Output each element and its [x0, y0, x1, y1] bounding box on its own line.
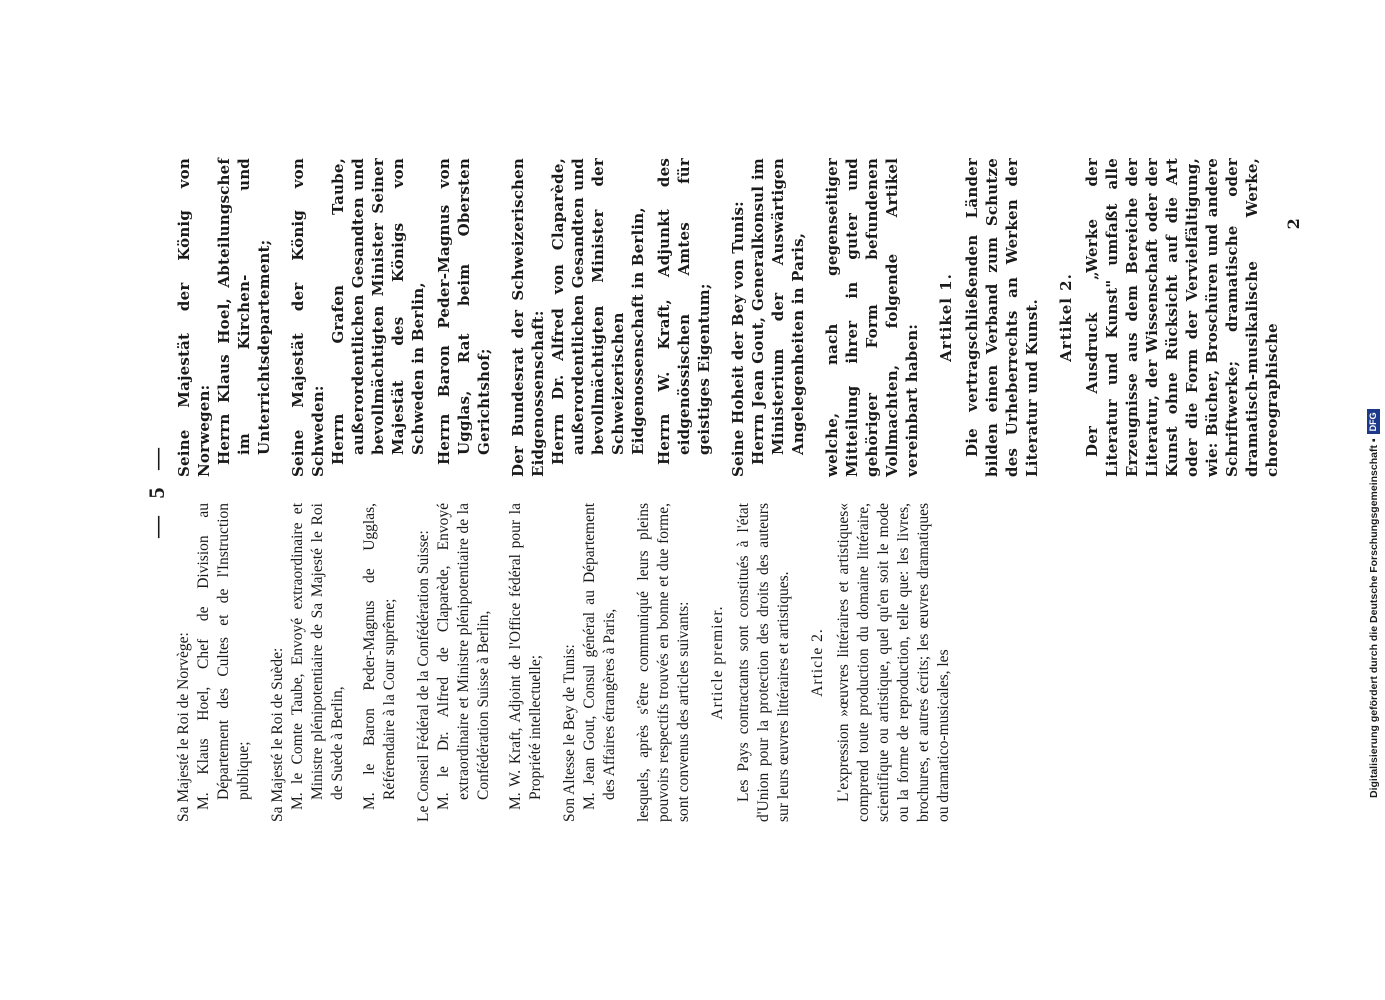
french-article-2-title: Article 2. [809, 628, 826, 697]
german-norway-delegate: Herrn Klaus Hoel, Abteilungschef im Kirchen- und Unterrichtsdepartement; [215, 158, 273, 465]
german-sweden-delegate-1: Herrn Grafen Taube, außerordentlichen Gesandten und bevollmächtigten Minister Seiner Majestät des Königs von Schweden in Berlin, [329, 158, 427, 465]
dfg-logo: DFG [1367, 409, 1380, 434]
german-closing-clause: welche, nach gegenseitiger Mitteilung ihrer in guter und gehöriger Form befundenen Vollmachten, folgende Artikel vereinbart haben: [823, 158, 921, 477]
rotated-treaty-page [140, 150, 1303, 830]
french-swiss-delegate-1: M. le Dr. Alfred de Claparède, Envoyé extraordinaire et Ministre plénipotentiaire de la Confédération Suisse à Berlin, [435, 503, 492, 810]
german-swiss-delegate-2: Herrn W. Kraft, Adjunkt des eidgenössischen Amtes für geistiges Eigentum; [655, 158, 713, 465]
german-swiss-sovereign: Der Bundesrat der Schweizerischen Eidgenossenschaft: [509, 158, 547, 477]
french-swiss-delegate-2: M. W. Kraft, Adjoint de l'Office fédéral pour la Propriété intellectuelle; [507, 503, 544, 810]
french-tunis-sovereign: Son Altesse le Bey de Tunis: [561, 644, 578, 822]
french-norway-delegate: M. Klaus Hoel, Chef de Division au Département des Cultes et de l'Instruction publique; [195, 503, 252, 810]
credit-text: Digitalisierung gefördert durch die Deutsche Forschungsgemeinschaft ▪ [1367, 438, 1380, 798]
german-tunis-sovereign: Seine Hoheit der Bey von Tunis: [729, 201, 747, 477]
french-norway-sovereign: Sa Majesté le Roi de Norvège: [175, 632, 192, 822]
page-number: — 5 — [144, 442, 169, 538]
french-article-1-title: Article premier. [709, 605, 726, 720]
french-tunis-delegate: M. Jean Gout, Consul général au Département des Affaires étrangères à Paris, [581, 503, 618, 810]
french-article-1-text: Les Pays contractants sont constitués à l'état d'Union pour la protection des droits des auteurs sur leurs œuvres littéraires et artistiques. [735, 503, 792, 822]
signature-number: 2 [1284, 218, 1303, 230]
french-closing-clause: lesquels, après s'être communiqué leurs pleins pouvoirs respectifs trouvés en bonne et due forme, sont convenus des articles suivants: [635, 503, 692, 822]
french-swiss-sovereign: Le Conseil Fédéral de la Confédération Suisse: [415, 530, 432, 822]
german-article-2-title: Artikel 2. [1057, 273, 1075, 362]
german-article-1-text: Die vertragschließenden Länder bilden einen Verband zum Schutze des Urheberrechts an Werken der Literatur und Kunst. [963, 158, 1041, 477]
german-sweden-delegate-2: Herrn Baron Peder-Magnus von Ugglas, Rat beim Obersten Gerichtshof; [435, 158, 493, 465]
german-norway-sovereign: Seine Majestät der König von Norwegen: [175, 158, 213, 477]
french-article-2-text: L'expression »œuvres littéraires et artistiques« comprend toute production du domaine littéraire, scientifique ou artistique, quel qu'en soit le mode ou la forme de reproduction, telle que: les livres, brochures, et autres écrits; les œuvres dramatiques ou dramatico-musicales, les [835, 503, 952, 822]
french-sweden-sovereign: Sa Majesté le Roi de Suède: [269, 647, 286, 822]
german-swiss-delegate-1: Herrn Dr. Alfred von Claparède, außerordentlichen Gesandten und bevollmächtigten Minister der Schweizerischen Eidgenossenschaft in Berlin, [549, 158, 647, 465]
german-column [174, 158, 1304, 477]
french-sweden-delegate-2: M. le Baron Peder-Magnus de Ugglas, Référendaire à la Cour suprême; [361, 503, 398, 810]
french-sweden-delegate-1: M. le Comte Taube, Envoyé extraordinaire et Ministre plénipotentiaire de Sa Majesté le Roi de Suède à Berlin, [289, 503, 346, 810]
german-article-1-title: Artikel 1. [937, 273, 955, 362]
digitization-credit [1367, 8, 1385, 808]
german-tunis-delegate: Herrn Jean Gout, Generalkonsul im Ministerium der Auswärtigen Angelegenheiten in Paris, [749, 158, 807, 465]
german-sweden-sovereign: Seine Majestät der König von Schweden: [289, 158, 327, 477]
scanned-page-frame [140, 150, 1303, 830]
french-column [174, 503, 1304, 822]
german-article-2-text: Der Ausdruck „Werke der Literatur und Kunst" umfaßt alle Erzeugnisse aus dem Bereiche der Literatur, der Wissenschaft oder der Kunst ohne Rücksicht auf die Art oder die Form der Vervielfältigung, wie: Bücher, Broschüren und andere Schriftwerke; dramatische oder dramatisch-musikalische Werke, choreographische [1083, 158, 1281, 477]
